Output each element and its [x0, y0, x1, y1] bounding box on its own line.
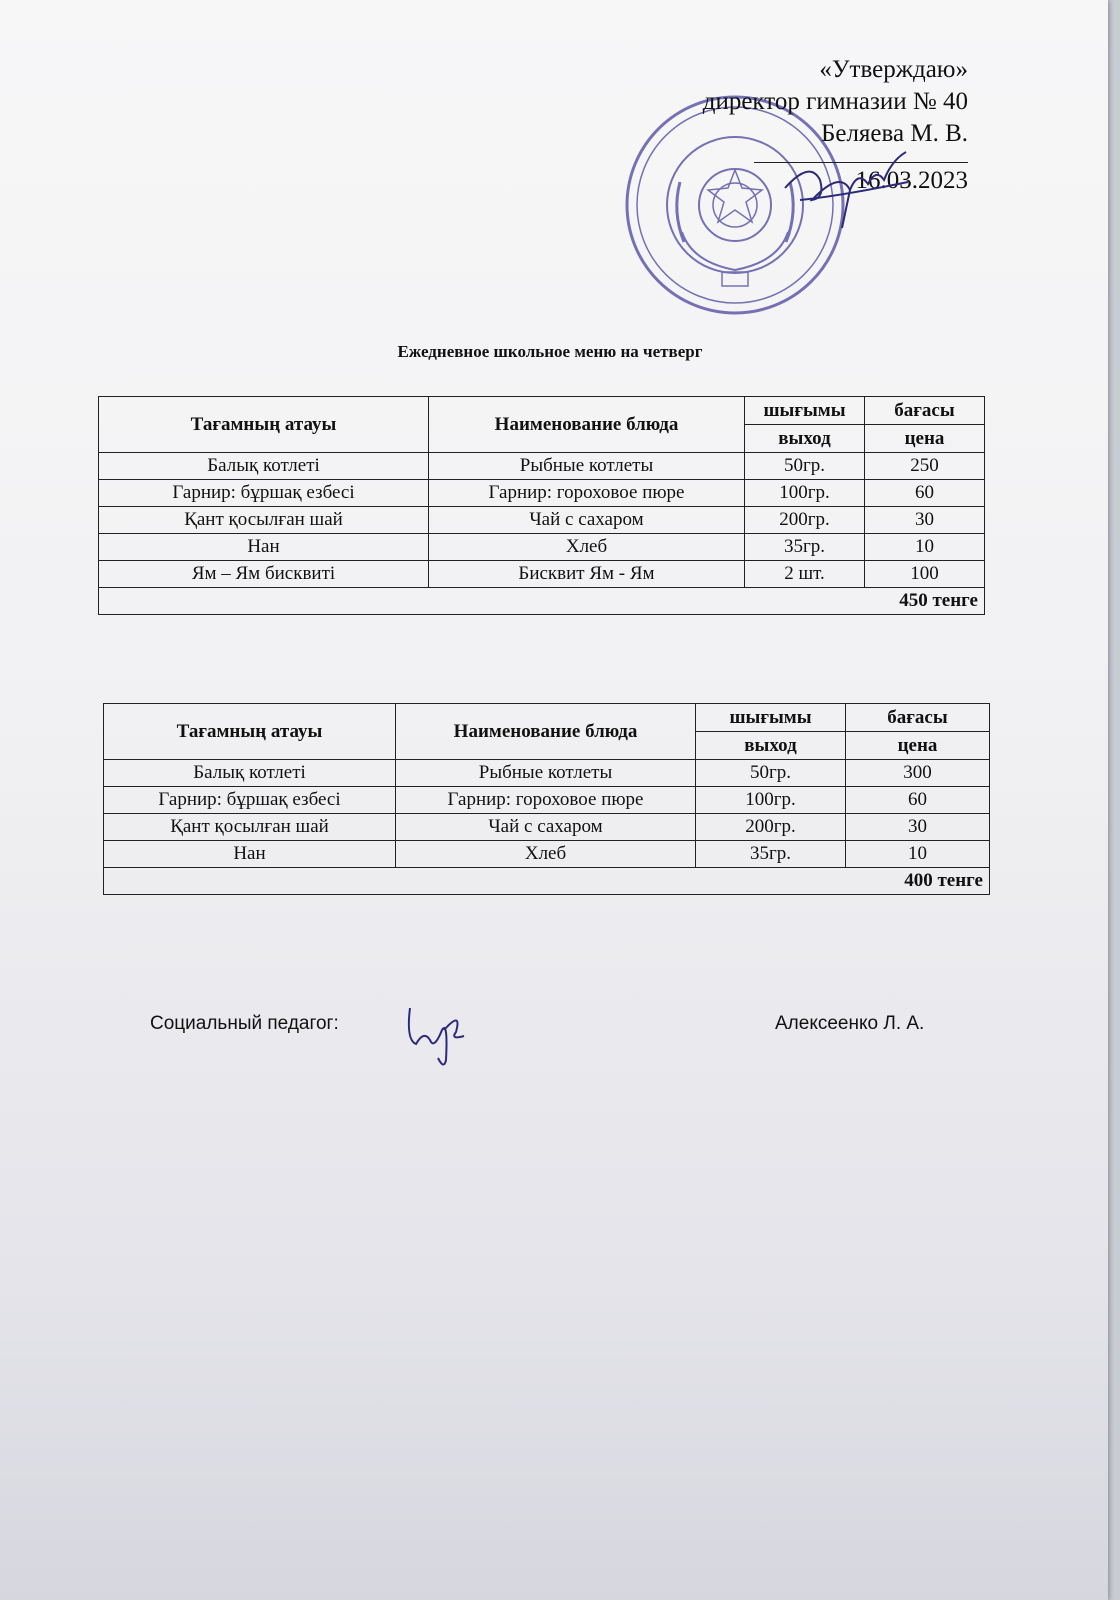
dish-price: 60 — [865, 480, 985, 507]
dish-kaz: Балық котлеті — [104, 760, 396, 787]
dish-yield: 100гр. — [745, 480, 865, 507]
header-rus-name: Наименование блюда — [429, 397, 745, 453]
menu-table-2 — [103, 703, 990, 895]
dish-price: 100 — [865, 561, 985, 588]
table-row — [99, 480, 985, 507]
header-price-kaz: бағасы — [865, 397, 985, 425]
dish-price: 60 — [846, 787, 990, 814]
table-row — [104, 760, 990, 787]
header-yield-rus: выход — [745, 425, 865, 453]
dish-price: 10 — [846, 841, 990, 868]
dish-rus: Рыбные котлеты — [429, 453, 745, 480]
header-yield-kaz: шығымы — [745, 397, 865, 425]
dish-rus: Чай с сахаром — [429, 507, 745, 534]
signer-label: Социальный педагог: — [150, 1013, 339, 1034]
table-row — [99, 507, 985, 534]
dish-kaz: Гарнир: бұршақ езбесі — [104, 787, 396, 814]
dish-rus: Гарнир: гороховое пюре — [429, 480, 745, 507]
director-name: Беляева М. В. — [821, 120, 968, 147]
table-row — [104, 841, 990, 868]
dish-rus: Хлеб — [429, 534, 745, 561]
dish-yield: 35гр. — [696, 841, 846, 868]
dish-rus: Бисквит Ям - Ям — [429, 561, 745, 588]
menu-table-1 — [98, 396, 985, 615]
table-row — [99, 453, 985, 480]
header-price-rus: цена — [846, 732, 990, 760]
dish-yield: 200гр. — [696, 814, 846, 841]
header-kaz-name: Тағамның атауы — [104, 704, 396, 760]
dish-yield: 50гр. — [696, 760, 846, 787]
dish-price: 30 — [865, 507, 985, 534]
menu-title: Ежедневное школьное меню на четверг — [397, 342, 703, 361]
pedagog-signature — [404, 1000, 468, 1070]
dish-yield: 200гр. — [745, 507, 865, 534]
header-price-kaz: бағасы — [846, 704, 990, 732]
dish-price: 300 — [846, 760, 990, 787]
dish-price: 250 — [865, 453, 985, 480]
director-title: директор гимназии № 40 — [702, 88, 968, 115]
dish-kaz: Нан — [104, 841, 396, 868]
dish-price: 30 — [846, 814, 990, 841]
dish-kaz: Қант қосылған шай — [99, 507, 429, 534]
dish-kaz: Нан — [99, 534, 429, 561]
table-row — [104, 814, 990, 841]
director-signature — [780, 140, 910, 230]
dish-yield: 2 шт. — [745, 561, 865, 588]
header-price-rus: цена — [865, 425, 985, 453]
dish-rus: Хлеб — [396, 841, 696, 868]
signer-name: Алексеенко Л. А. — [775, 1013, 925, 1034]
dish-rus: Гарнир: гороховое пюре — [396, 787, 696, 814]
table-row — [104, 787, 990, 814]
approval-heading: «Утверждаю» — [819, 56, 968, 83]
approval-date: 16.03.2023 — [754, 162, 968, 197]
table-row — [99, 534, 985, 561]
table-total: 400 тенге — [104, 868, 990, 895]
dish-kaz: Қант қосылған шай — [104, 814, 396, 841]
header-rus-name: Наименование блюда — [396, 704, 696, 760]
dish-kaz: Ям – Ям бисквиті — [99, 561, 429, 588]
header-kaz-name: Тағамның атауы — [99, 397, 429, 453]
dish-yield: 100гр. — [696, 787, 846, 814]
dish-kaz: Гарнир: бұршақ езбесі — [99, 480, 429, 507]
dish-yield: 50гр. — [745, 453, 865, 480]
dish-kaz: Балық котлеті — [99, 453, 429, 480]
dish-price: 10 — [865, 534, 985, 561]
dish-yield: 35гр. — [745, 534, 865, 561]
table-row — [99, 561, 985, 588]
header-yield-kaz: шығымы — [696, 704, 846, 732]
table-total: 450 тенге — [99, 588, 985, 615]
header-yield-rus: выход — [696, 732, 846, 760]
dish-rus: Рыбные котлеты — [396, 760, 696, 787]
dish-rus: Чай с сахаром — [396, 814, 696, 841]
